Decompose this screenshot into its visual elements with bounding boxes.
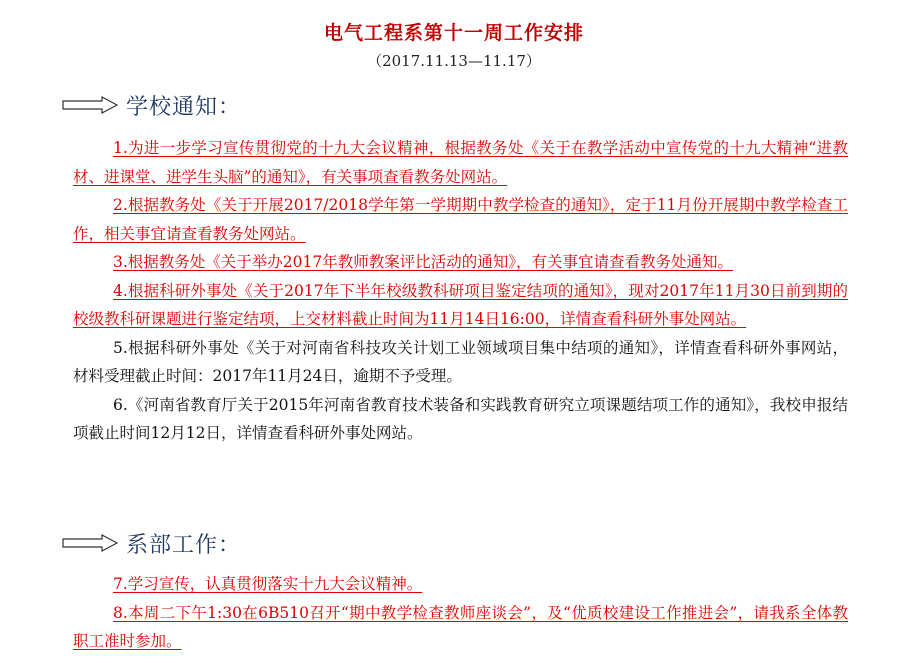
section-header-school-notice: [62, 90, 241, 120]
list-item: 7.学习宣传，认真贯彻落实十九大会议精神。: [113, 575, 423, 593]
list-item: 2.根据教务处《关于开展2017/2018学年第一学期期中教学检查的通知》，定于11月份开展期中教学检查工作，相关事宜请查看教务处网站。: [73, 196, 848, 243]
list-item: 3.根据教务处《关于举办2017年教师教案评比活动的通知》，有关事宜请查看教务处通知。: [113, 253, 733, 271]
list-item: 6.《河南省教育厅关于2015年河南省教育技术装备和实践教育研究立项课题结项工作的通知》，我校申报结项截止时间12月12日，详情查看科研外事处网站。: [73, 395, 848, 442]
list-item: 5.根据科研外事处《关于对河南省科技攻关计划工业领域项目集中结项的通知》，详情查看科研外事网站，材料受理截止时间：2017年11月24日，逾期不予受理。: [73, 338, 848, 385]
list-item: 8.本周二下午1:30在6B510召开“期中教学检查教师座谈会”，及“优质校建设工作推进会”，请我系全体教职工准时参加。: [73, 603, 848, 650]
list-item: 1.为进一步学习宣传贯彻党的十九大会议精神，根据教务处《关于在教学活动中宣传党的十九大精神“进教材、进课堂、进学生头脑”的通知》，有关事项查看教务处网站。: [73, 139, 848, 186]
date-range: （2017.11.13—11.17）: [367, 52, 541, 70]
arrow-right-icon: [62, 534, 118, 552]
department-work-list: [73, 570, 848, 656]
list-item: 4.根据科研外事处《关于2017年下半年校级教科研项目鉴定结项的通知》，现对2017年11月30日前到期的校级教科研课题进行鉴定结项，上交材料截止时间为11月14日16:00，详情查看科研外事处网站。: [73, 281, 848, 328]
page-title: 电气工程系第十一周工作安排: [323, 22, 584, 44]
school-notice-list: [73, 134, 848, 448]
section-label-department-work: 系部工作：: [126, 532, 242, 558]
arrow-right-icon: [62, 96, 118, 114]
section-header-department-work: [62, 528, 241, 558]
section-label-school-notice: 学校通知：: [126, 94, 242, 120]
